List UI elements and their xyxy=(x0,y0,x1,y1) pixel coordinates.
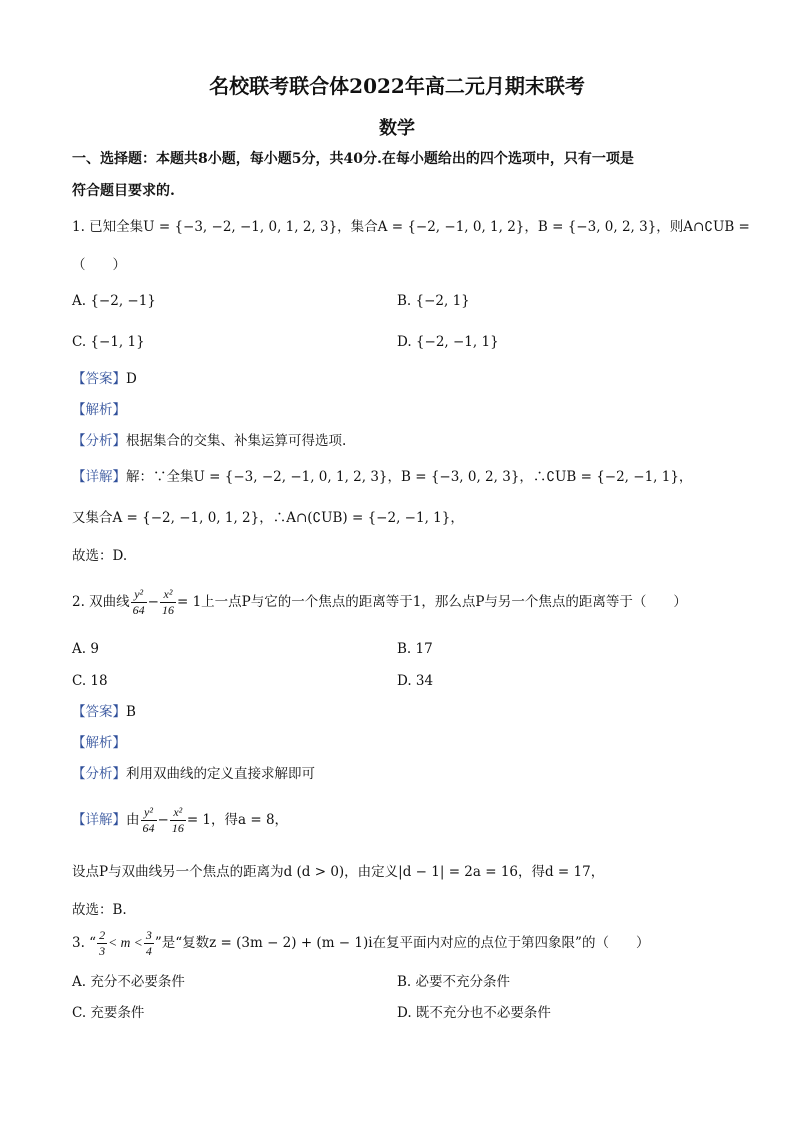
q2-option-c: C. 18 xyxy=(72,673,108,689)
q3-frac2 xyxy=(144,928,154,959)
q2-detail-line3: 故选：B. xyxy=(72,902,127,918)
q2-frac2-num: x² xyxy=(160,587,176,603)
q2-detail-frac2-den: 16 xyxy=(171,821,184,835)
q2-stem-suffix: = 1上一点P与它的一个焦点的距离等于1，那么点P与另一个焦点的距离等于（ ） xyxy=(176,594,687,610)
q3-stem-prefix: 3. “ xyxy=(72,935,97,951)
q1-detail-line2: 又集合A = {−2, −1, 0, 1, 2}，∴A∩(∁UB) = {−2, −1, 1}， xyxy=(72,510,464,526)
q2-detail-frac2 xyxy=(170,805,186,836)
q1-fenxi-tag: 【分析】 xyxy=(72,433,126,449)
q2-option-b: B. 17 xyxy=(397,641,433,657)
q2-fenxi-line xyxy=(72,765,315,783)
q2-frac1 xyxy=(131,587,147,618)
q3-option-b: B. 必要不充分条件 xyxy=(397,974,511,990)
q1-option-d: D. {−2, −1, 1} xyxy=(397,334,499,350)
q2-fenxi: 利用双曲线的定义直接求解即可 xyxy=(126,766,315,782)
q3-stem xyxy=(72,923,649,963)
q2-detail-tag: 【详解】 xyxy=(72,812,126,828)
q3-frac2-num: 3 xyxy=(145,928,152,942)
q2-detail-frac1 xyxy=(141,805,157,836)
q2-stem-prefix: 2. 双曲线 xyxy=(72,594,130,610)
q2-fenxi-tag: 【分析】 xyxy=(72,766,126,782)
q1-detail1: 解：∵全集U = {−3, −2, −1, 0, 1, 2, 3}，B = {−3, 0, 2, 3}，∴∁UB = {−2, −1, 1}， xyxy=(126,469,693,485)
q1-paren: （ ） xyxy=(72,257,126,273)
q1-detail-line3: 故选：D. xyxy=(72,548,128,564)
q3-frac1-num: 2 xyxy=(99,928,106,942)
q3-option-c: C. 充要条件 xyxy=(72,1005,145,1021)
q3-frac2-den: 4 xyxy=(145,944,152,958)
q1-option-a: A. {−2, −1} xyxy=(72,293,156,309)
q1-option-c: C. {−1, 1} xyxy=(72,334,145,350)
q1-answer-tag: 【答案】 xyxy=(72,371,126,387)
section-heading-line2: 符合题目要求的. xyxy=(72,183,175,199)
q2-detail-line2: 设点P与双曲线另一个焦点的距离为d (d > 0)，由定义|d − 1| = 2a = 16，得d = 17， xyxy=(72,864,605,880)
q2-detail-frac1-den: 64 xyxy=(142,821,155,835)
q3-option-d: D. 既不充分也不必要条件 xyxy=(397,1005,551,1021)
q3-mid: < m < xyxy=(108,935,143,950)
page-title: 名校联考联合体2022年高二元月期末联考 xyxy=(209,74,585,98)
q2-option-d: D. 34 xyxy=(397,673,434,689)
q2-detail-minus: − xyxy=(157,812,169,828)
q3-option-a: A. 充分不必要条件 xyxy=(72,974,185,990)
q3-frac1-den: 3 xyxy=(99,944,106,958)
q2-detail-frac2-num: x² xyxy=(170,805,186,821)
q2-minus: − xyxy=(147,594,159,610)
q1-detail-line1 xyxy=(72,468,692,486)
q2-stem xyxy=(72,582,687,622)
q2-answer-tag: 【答案】 xyxy=(72,704,126,720)
q2-detail-frac1-num: y² xyxy=(141,805,157,821)
q2-analysis-tag: 【解析】 xyxy=(72,735,126,751)
q1-option-b: B. {−2, 1} xyxy=(397,293,470,309)
q2-detail-prefix: 由 xyxy=(126,812,140,828)
q1-answer-line xyxy=(72,370,137,388)
q2-answer-line xyxy=(72,703,136,721)
q1-fenxi-line xyxy=(72,432,346,450)
q1-fenxi: 根据集合的交集、补集运算可得选项. xyxy=(126,433,347,449)
q2-answer: B xyxy=(126,704,136,720)
q2-frac1-den: 64 xyxy=(132,603,145,617)
q1-analysis-tag: 【解析】 xyxy=(72,402,126,418)
q1-detail-tag: 【详解】 xyxy=(72,469,126,485)
subject-title: 数学 xyxy=(379,118,415,139)
q2-detail-line1 xyxy=(72,800,288,840)
q2-frac1-num: y² xyxy=(131,587,147,603)
q2-frac2 xyxy=(160,587,176,618)
q1-stem: 1. 已知全集U = {−3, −2, −1, 0, 1, 2, 3}，集合A = {−2, −1, 0, 1, 2}，B = {−3, 0, 2, 3}，则A∩∁UB = xyxy=(72,219,750,235)
q3-frac1 xyxy=(97,928,107,959)
q2-option-a: A. 9 xyxy=(72,641,99,657)
q3-stem-suffix: ”是“复数z = (3m − 2) + (m − 1)i在复平面内对应的点位于第四象限”的（ ） xyxy=(154,935,650,951)
q2-frac2-den: 16 xyxy=(161,603,174,617)
q1-answer: D xyxy=(126,371,137,387)
section-heading-line1: 一、选择题：本题共8小题，每小题5分，共40分.在每小题给出的四个选项中，只有一项是 xyxy=(72,151,634,167)
q2-detail-suffix: = 1，得a = 8， xyxy=(186,812,289,828)
